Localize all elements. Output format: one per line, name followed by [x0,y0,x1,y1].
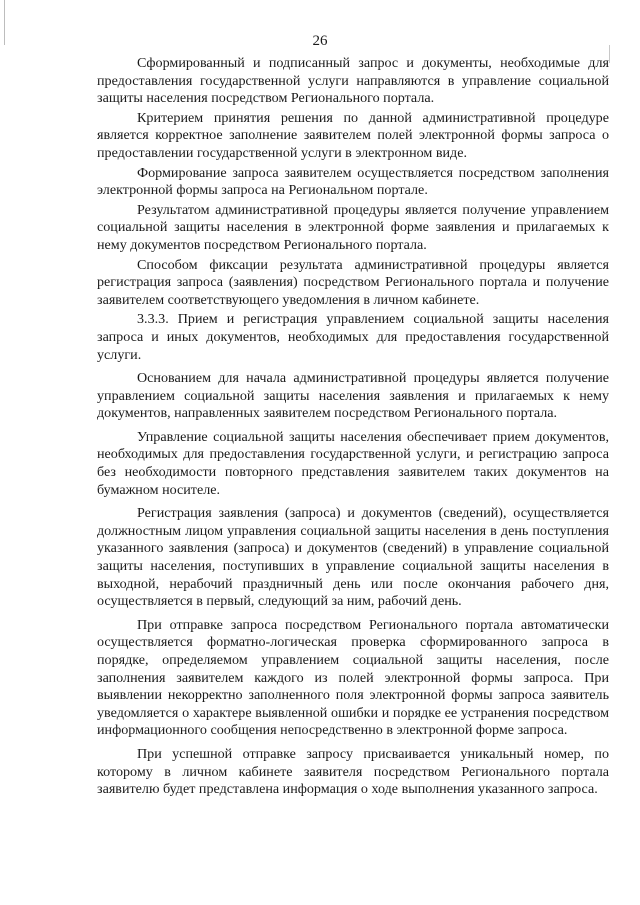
paragraph: Сформированный и подписанный запрос и документы, необходимые для предоставления государственной услуги направляются в управление социальной защиты населения посредством Регионального портала. [97,55,609,107]
section-heading-paragraph: 3.3.3. Прием и регистрация управлением социальной защиты населения запроса и иных документов, необходимых для предоставления государственной услуги. [97,311,609,363]
paragraph: Основанием для начала административной процедуры является получение управлением социальной защиты населения заявления и прилагаемых к нему документов, направленных заявителем посредством Регионального портала. [97,370,609,422]
paragraph: Управление социальной защиты населения обеспечивает прием документов, необходимых для предоставления государственной услуги, и регистрацию запроса без необходимости повторного представления заявителем таких документов на бумажном носителе. [97,428,609,498]
paragraph: Способом фиксации результата административной процедуры является регистрация запроса (заявления) посредством Регионального портала и получение заявителем соответствующего уведомления в личном кабинете. [97,256,609,308]
paragraph: Результатом административной процедуры является получение управлением социальной защиты населения в электронной форме заявления и прилагаемых к нему документов посредством Регионального портала. [97,201,609,253]
page-number: 26 [312,33,328,49]
paragraph: Регистрация заявления (запроса) и документов (сведений), осуществляется должностным лицом управления социальной защиты населения в день поступления указанного заявления (запроса) и документов (сведений) в управление социальной защиты населения, поступивших в управление социальной защиты населения в выходной, нерабочий праздничный день или после окончания рабочего дня, осуществляется в первый, следующий за ним, рабочий день. [97,505,609,610]
paragraph: При отправке запроса посредством Регионального портала автоматически осуществляется форматно-логическая проверка сформированного запроса в порядке, определяемом управлением социальной защиты населения, после заполнения заявителем каждого из полей электронной формы запроса. При выявлении некорректно заполненного поля электронной формы запроса заявитель уведомляется о характере выявленной ошибки и порядке ее устранения посредством информационного сообщения непосредственно в электронной форме запроса. [97,616,609,739]
paragraph: При успешной отправке запросу присваивается уникальный номер, по которому в личном кабинете заявителя посредством Регионального портала заявителю будет представлена информация о ходе выполнения указанного запроса. [97,745,609,798]
paragraph: Формирование запроса заявителем осуществляется посредством заполнения электронной формы запроса на Региональном портале. [97,164,609,199]
document-body [97,55,609,801]
paragraph: Критерием принятия решения по данной административной процедуре является корректное заполнение заявителем полей электронной формы запроса о предоставлении государственной услуги в электронном виде. [97,109,609,161]
